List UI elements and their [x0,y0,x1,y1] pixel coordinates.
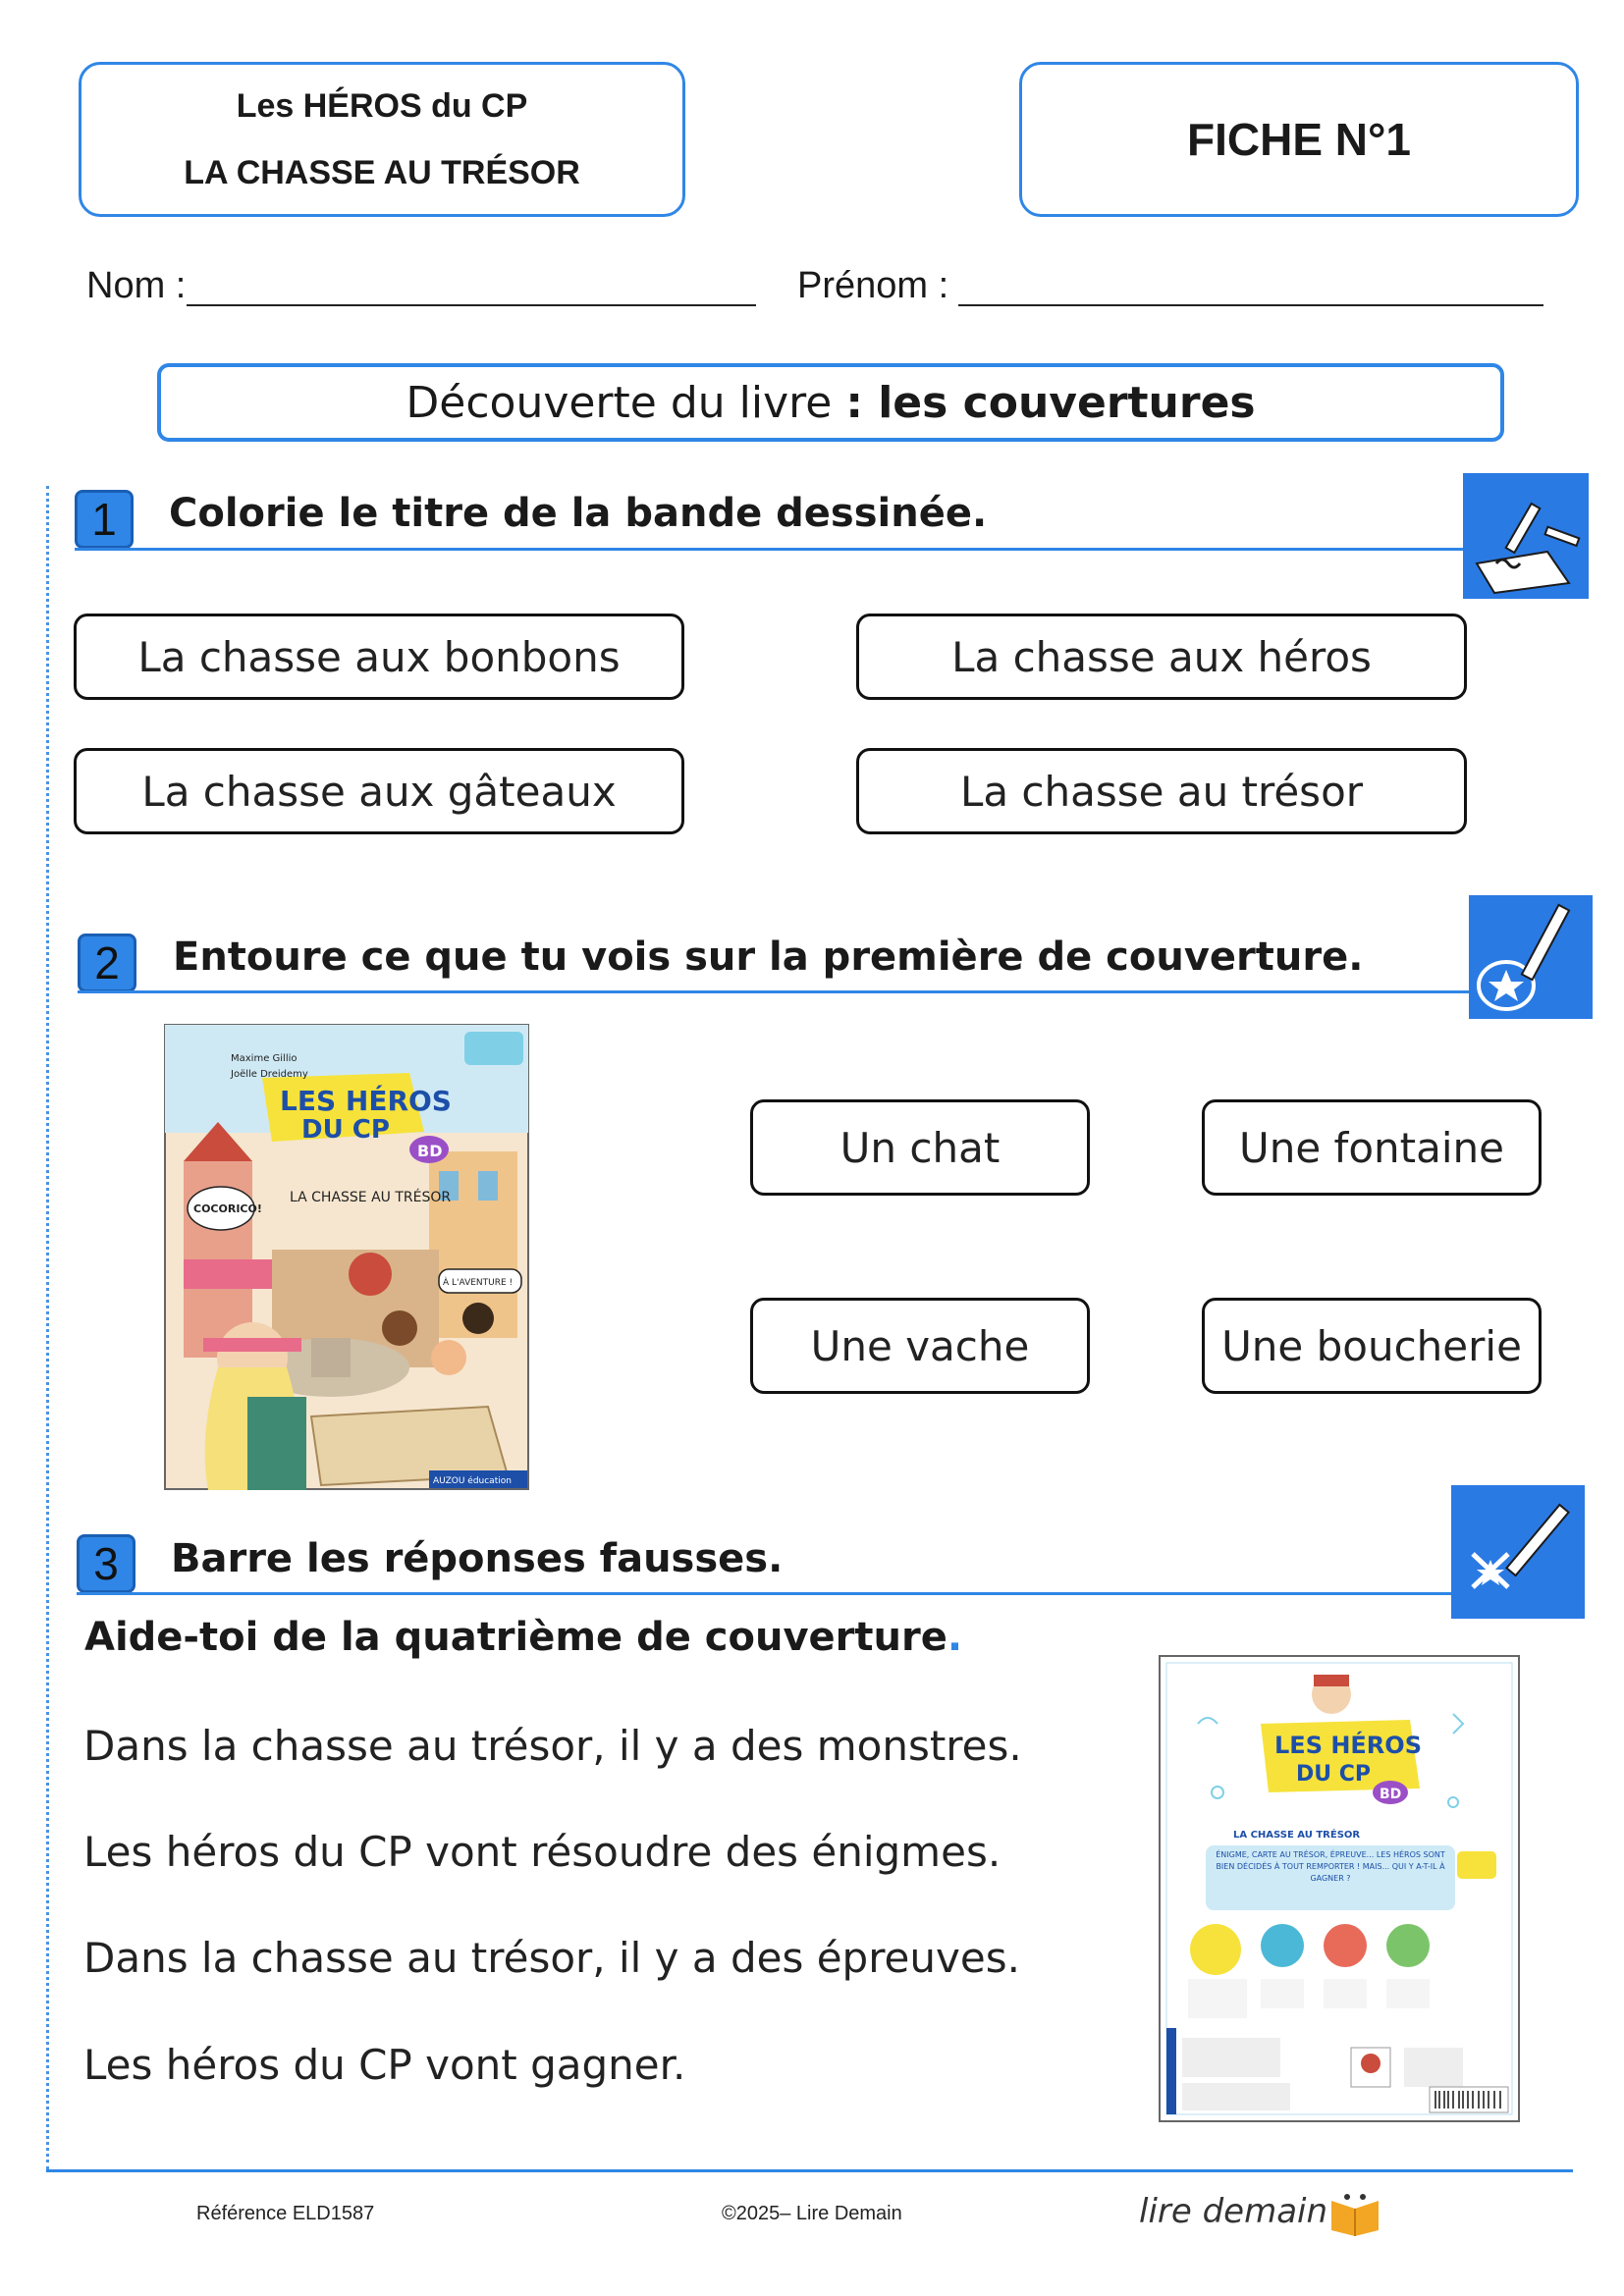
cover-series-2: DU CP [301,1115,390,1145]
back-cover-image [1159,1655,1520,2122]
question-2-number: 2 [78,934,136,992]
cover-bubble-cocorico: COCORICO! [193,1202,262,1215]
footer-divider [46,2169,1573,2172]
q2-option-fontaine[interactable]: Une fontaine [1202,1099,1542,1196]
q1-option-bonbons[interactable]: La chasse aux bonbons [74,614,684,700]
banner-prefix: Découverte du livre [406,377,846,428]
q1-option-gateaux[interactable]: La chasse aux gâteaux [74,748,684,834]
front-cover-image [164,1024,529,1490]
prenom-label: Prénom : [797,265,949,306]
cover-bd-badge: BD [417,1142,443,1160]
book-icon [1327,2187,1382,2236]
coloring-icon [1463,473,1589,599]
question-1-text: Colorie le titre de la bande dessinée. [169,491,988,536]
circle-pen-icon [1469,895,1593,1019]
hint-dot: . [947,1615,963,1660]
q1-option-heros[interactable]: La chasse aux héros [856,614,1467,700]
question-3-number: 3 [77,1534,135,1593]
question-1-underline [75,548,1469,551]
logo-text: lire demain [1139,2192,1328,2231]
cover-series-1: LES HÉROS [280,1085,452,1117]
statement-3[interactable]: Dans la chasse au trésor, il y a des épreuves. [83,1934,1020,1982]
statement-2[interactable]: Les héros du CP vont résoudre des énigmes. [83,1828,1001,1876]
question-3-text: Barre les réponses fausses. [171,1536,784,1581]
banner-topic: : les couvertures [845,377,1256,428]
q2-option-chat[interactable]: Un chat [750,1099,1090,1196]
nom-label: Nom : [86,265,187,306]
back-blurb: ÉNIGME, CARTE AU TRÉSOR, ÉPREUVE... LES HÉROS SONT BIEN DÉCIDÉS À TOUT REMPORTER ! MAIS... QUI Y A-T-IL À GAGNER ? [1216,1850,1445,1883]
series-title: Les HÉROS du CP [236,87,528,125]
back-bd-badge: BD [1380,1787,1402,1802]
section-banner [157,363,1504,442]
question-3-underline [77,1592,1456,1595]
nom-field[interactable] [187,304,756,306]
footer-copyright: ©2025– Lire Demain [722,2203,902,2224]
lire-demain-logo [1139,2187,1382,2236]
margin-dotted-line [46,486,49,2169]
cover-publisher: AUZOU éducation [433,1476,512,1486]
statement-1[interactable]: Dans la chasse au trésor, il y a des monstres. [83,1722,1022,1770]
question-1-number: 1 [75,490,134,549]
cover-author-1: Maxime Gillio [231,1053,298,1064]
q2-option-vache[interactable]: Une vache [750,1298,1090,1394]
question-3-hint [84,1615,962,1660]
fiche-number: FICHE N°1 [1187,114,1411,165]
cover-subtitle: LA CHASSE AU TRÉSOR [290,1190,452,1205]
fiche-number-box [1019,62,1579,217]
question-2-text: Entoure ce que tu vois sur la première de couverture. [173,934,1364,980]
q2-option-boucherie[interactable]: Une boucherie [1202,1298,1542,1394]
back-series-2: DU CP [1296,1762,1372,1787]
question-2-underline [78,990,1476,993]
back-title: LA CHASSE AU TRÉSOR [1233,1830,1361,1841]
prenom-field[interactable] [958,304,1543,306]
hint-text: Aide-toi de la quatrième de couverture [84,1615,947,1660]
statement-4[interactable]: Les héros du CP vont gagner. [83,2041,686,2089]
book-title-box [79,62,685,217]
cover-bubble-aventure: À L'AVENTURE ! [443,1278,514,1288]
cover-author-2: Joëlle Dreidemy [231,1069,308,1080]
back-series-1: LES HÉROS [1274,1732,1422,1759]
footer-reference: Référence ELD1587 [196,2203,375,2224]
book-title: LA CHASSE AU TRÉSOR [184,154,580,191]
cross-out-pen-icon [1451,1485,1585,1619]
q1-option-tresor[interactable]: La chasse au trésor [856,748,1467,834]
